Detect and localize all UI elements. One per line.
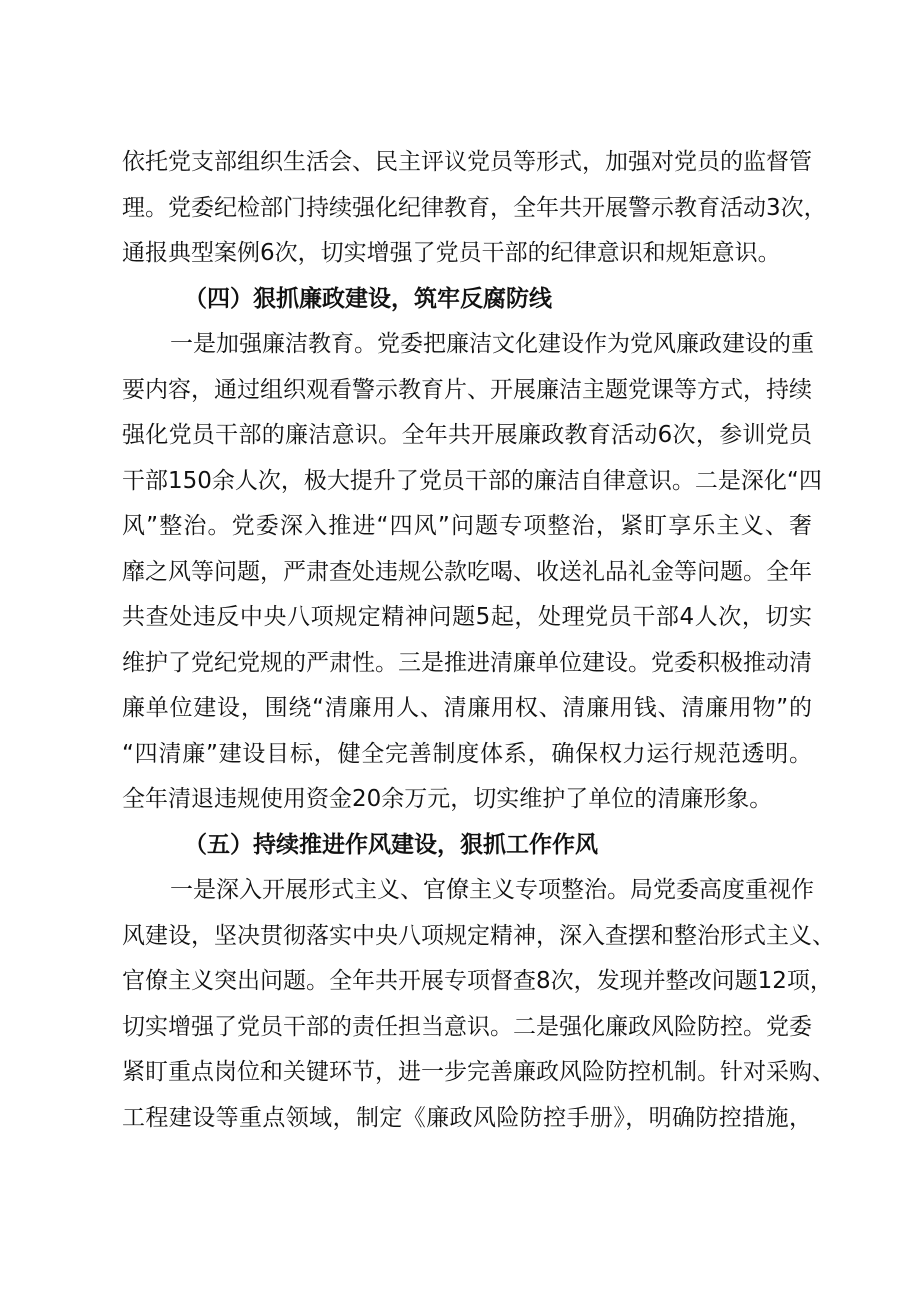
section-heading: （五）持续推进作风建设，狠抓工作作风 xyxy=(184,831,598,858)
section-heading: （四）狠抓廉政建设，筑牢反腐防线 xyxy=(184,285,552,312)
paragraph-line: “四清廉”建设目标，健全完善制度体系，确保权力运行规范透明。 xyxy=(122,740,812,767)
paragraph-line: 要内容，通过组织观看警示教育片、开展廉洁主题党课等方式，持续 xyxy=(122,376,812,403)
paragraph-line: 官僚主义突出问题。全年共开展专项督查8次，发现并整改问题12项， xyxy=(122,968,833,994)
paragraph-line: 干部150余人次，极大提升了党员干部的廉洁自律意识。二是深化“四 xyxy=(122,467,822,494)
paragraph-line: 通报典型案例6次，切实增强了党员干部的纪律意识和规矩意识。 xyxy=(122,240,781,266)
paragraph-line: 紧盯重点岗位和关键环节，进一步完善廉政风险防控机制。针对采购、 xyxy=(122,1059,835,1085)
paragraph-line: 依托党支部组织生活会、民主评议党员等形式，加强对党员的监督管 xyxy=(122,149,812,175)
paragraph-line: 强化党员干部的廉洁意识。全年共开展廉政教育活动6次，参训党员 xyxy=(122,422,812,448)
document-page xyxy=(122,140,835,1141)
paragraph-line: 切实增强了党员干部的责任担当意识。二是强化廉政风险防控。党委 xyxy=(122,1013,812,1040)
paragraph-line: 廉单位建设，围绕“清廉用人、清廉用权、清廉用钱、清廉用物”的 xyxy=(122,695,812,721)
paragraph-line: 全年清退违规使用资金20余万元，切实维护了单位的清廉形象。 xyxy=(122,786,773,812)
paragraph-line: 维护了党纪党规的严肃性。三是推进清廉单位建设。党委积极推动清 xyxy=(122,649,812,676)
paragraph-line: 工程建设等重点领域，制定《廉政风险防控手册》，明确防控措施， xyxy=(122,1104,812,1131)
paragraph-line: 风”整治。党委深入推进“四风”问题专项整治，紧盯享乐主义、奢 xyxy=(122,513,812,539)
paragraph-line: 一是深入开展形式主义、官僚主义专项整治。局党委高度重视作 xyxy=(170,877,814,903)
paragraph-line: 风建设，坚决贯彻落实中央八项规定精神，深入查摆和整治形式主义、 xyxy=(122,922,835,949)
paragraph-line: 一是加强廉洁教育。党委把廉洁文化建设作为党风廉政建设的重 xyxy=(170,331,814,357)
paragraph-line: 靡之风等问题，严肃查处违规公款吃喝、收送礼品礼金等问题。全年 xyxy=(122,558,812,585)
paragraph-line: 理。党委纪检部门持续强化纪律教育，全年共开展警示教育活动3次， xyxy=(122,194,827,221)
paragraph-line: 共查处违反中央八项规定精神问题5起，处理党员干部4人次，切实 xyxy=(122,604,812,630)
